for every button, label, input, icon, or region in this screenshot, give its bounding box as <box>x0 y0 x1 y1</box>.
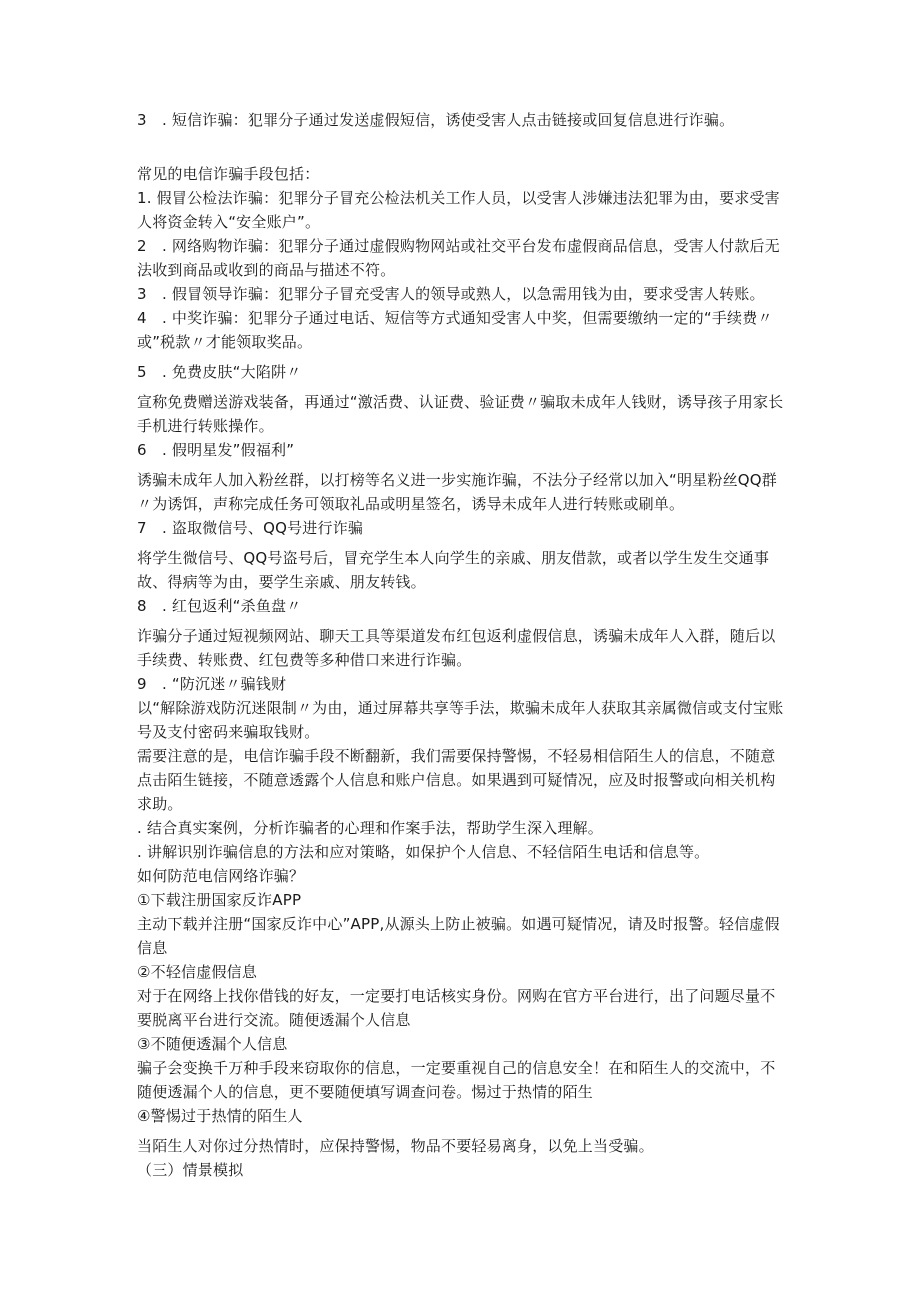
paragraph-note: 需要注意的是，电信诈骗手段不断翻新，我们需要保持警惕，不轻易相信陌生人的信息，不随意点击陌生链接，不随意透露个人信息和账户信息。如果遇到可疑情况，应及时报警或向相关机构求助。 <box>137 747 776 813</box>
paragraph-tip-4-body: 当陌生人对你过分热情时，应保持警惕，物品不要轻易离身，以免上当受骗。 <box>137 1137 654 1155</box>
paragraph-tip-3-title: ③不随便透漏个人信息 <box>137 1035 288 1053</box>
paragraph-item-8-body: 诈骗分子通过短视频网站、聊天工具等渠道发布红包返利虚假信息，诱骗未成年人入群，随后以手续费、转账费、红包费等多种借口来进行诈骗。 <box>137 627 776 669</box>
paragraph-tip-4-title: ④警惕过于热情的陌生人 <box>137 1107 303 1125</box>
paragraph-item-6-body: 诱骗未成年人加入粉丝群，以打榜等名义进一步实施诈骗，不法分子经常以加入“明星粉丝QQ群〃为诱饵，声称完成任务可领取礼品或明星签名，诱导未成年人进行转账或刷单。 <box>137 471 777 513</box>
paragraph-item-2: 2 . 网络购物诈骗：犯罪分子通过虚假购物网站或社交平台发布虚假商品信息，受害人付款后无法收到商品或收到的商品与描述不符。 <box>137 237 780 279</box>
paragraph-case-analysis: . 结合真实案例，分析诈骗者的心理和作案手法，帮助学生深入理解。 <box>137 819 603 837</box>
paragraph-tip-2-body: 对于在网络上找你借钱的好友，一定要打电话核实身份。网购在官方平台进行，出了问题尽量不要脱离平台进行交流。随便透漏个人信息 <box>137 987 776 1029</box>
paragraph-sms-fraud: 3 . 短信诈骗：犯罪分子通过发送虚假短信，诱使受害人点击链接或回复信息进行诈骗。 <box>137 111 735 129</box>
paragraph-tip-2-title: ②不轻信虚假信息 <box>137 963 258 981</box>
paragraph-item-4: 4 . 中奖诈骗：犯罪分子通过电话、短信等方式通知受害人中奖，但需要缴纳一定的“手续费〃或”税款〃才能领取奖品。 <box>137 309 773 351</box>
paragraph-item-6-title: 6 . 假明星发”假福利” <box>137 441 295 459</box>
paragraph-identify-methods: . 讲解识别诈骗信息的方法和应对策略，如保护个人信息、不轻信陌生电话和信息等。 <box>137 843 710 861</box>
paragraph-item-3: 3 . 假冒领导诈骗：犯罪分子冒充受害人的领导或熟人，以急需用钱为由，要求受害人转账。 <box>137 285 765 303</box>
paragraph-item-9-body: 以“解除游戏防沉迷限制〃为由，通过屏幕共享等手法，欺骗未成年人获取其亲属微信或支付宝账号及支付密码来骗取钱财。 <box>137 699 784 741</box>
paragraph-tip-3-body: 骗子会变换千万种手段来窃取你的信息，一定要重视自己的信息安全！在和陌生人的交流中，不随便透漏个人的信息，更不要随便填写调查问卷。惕过于热情的陌生 <box>137 1059 776 1101</box>
paragraph-tip-1-body: 主动下载并注册“国家反诈中心”APP,从源头上防止被骗。如遇可疑情况，请及时报警。轻信虚假信息 <box>137 915 780 957</box>
paragraph-tip-1-title: ①下载注册国家反诈APP <box>137 891 302 909</box>
paragraph-item-7-title: 7 . 盗取微信号、QQ号进行诈骗 <box>137 519 364 537</box>
paragraph-item-1: 1. 假冒公检法诈骗：犯罪分子冒充公检法机关工作人员，以受害人涉嫌违法犯罪为由，要求受害人将资金转入“安全账户”。 <box>137 189 780 231</box>
paragraph-item-9-title: 9 . “防沉迷〃骗钱财 <box>137 675 287 693</box>
paragraph-item-5-title: 5 . 免费皮肤“大陷阱〃 <box>137 363 302 381</box>
paragraph-heading-common-methods: 常见的电信诈骗手段包括： <box>137 165 320 183</box>
paragraph-item-8-title: 8 . 红包返利“杀鱼盘〃 <box>137 597 302 615</box>
document-body <box>137 108 787 1182</box>
paragraph-heading-prevention: 如何防范电信网络诈骗？ <box>137 867 305 885</box>
paragraph-section-scenario: （三）情景模拟 <box>137 1161 244 1179</box>
paragraph-item-7-body: 将学生微信号、QQ号盗号后，冒充学生本人向学生的亲戚、朋友借款，或者以学生发生交通事故、得病等为由，要学生亲戚、朋友转钱。 <box>137 549 770 591</box>
paragraph-item-5-body: 宣称免费赠送游戏装备，再通过“激活费、认证费、验证费〃骗取未成年人钱财，诱导孩子用家长手机进行转账操作。 <box>137 393 784 435</box>
